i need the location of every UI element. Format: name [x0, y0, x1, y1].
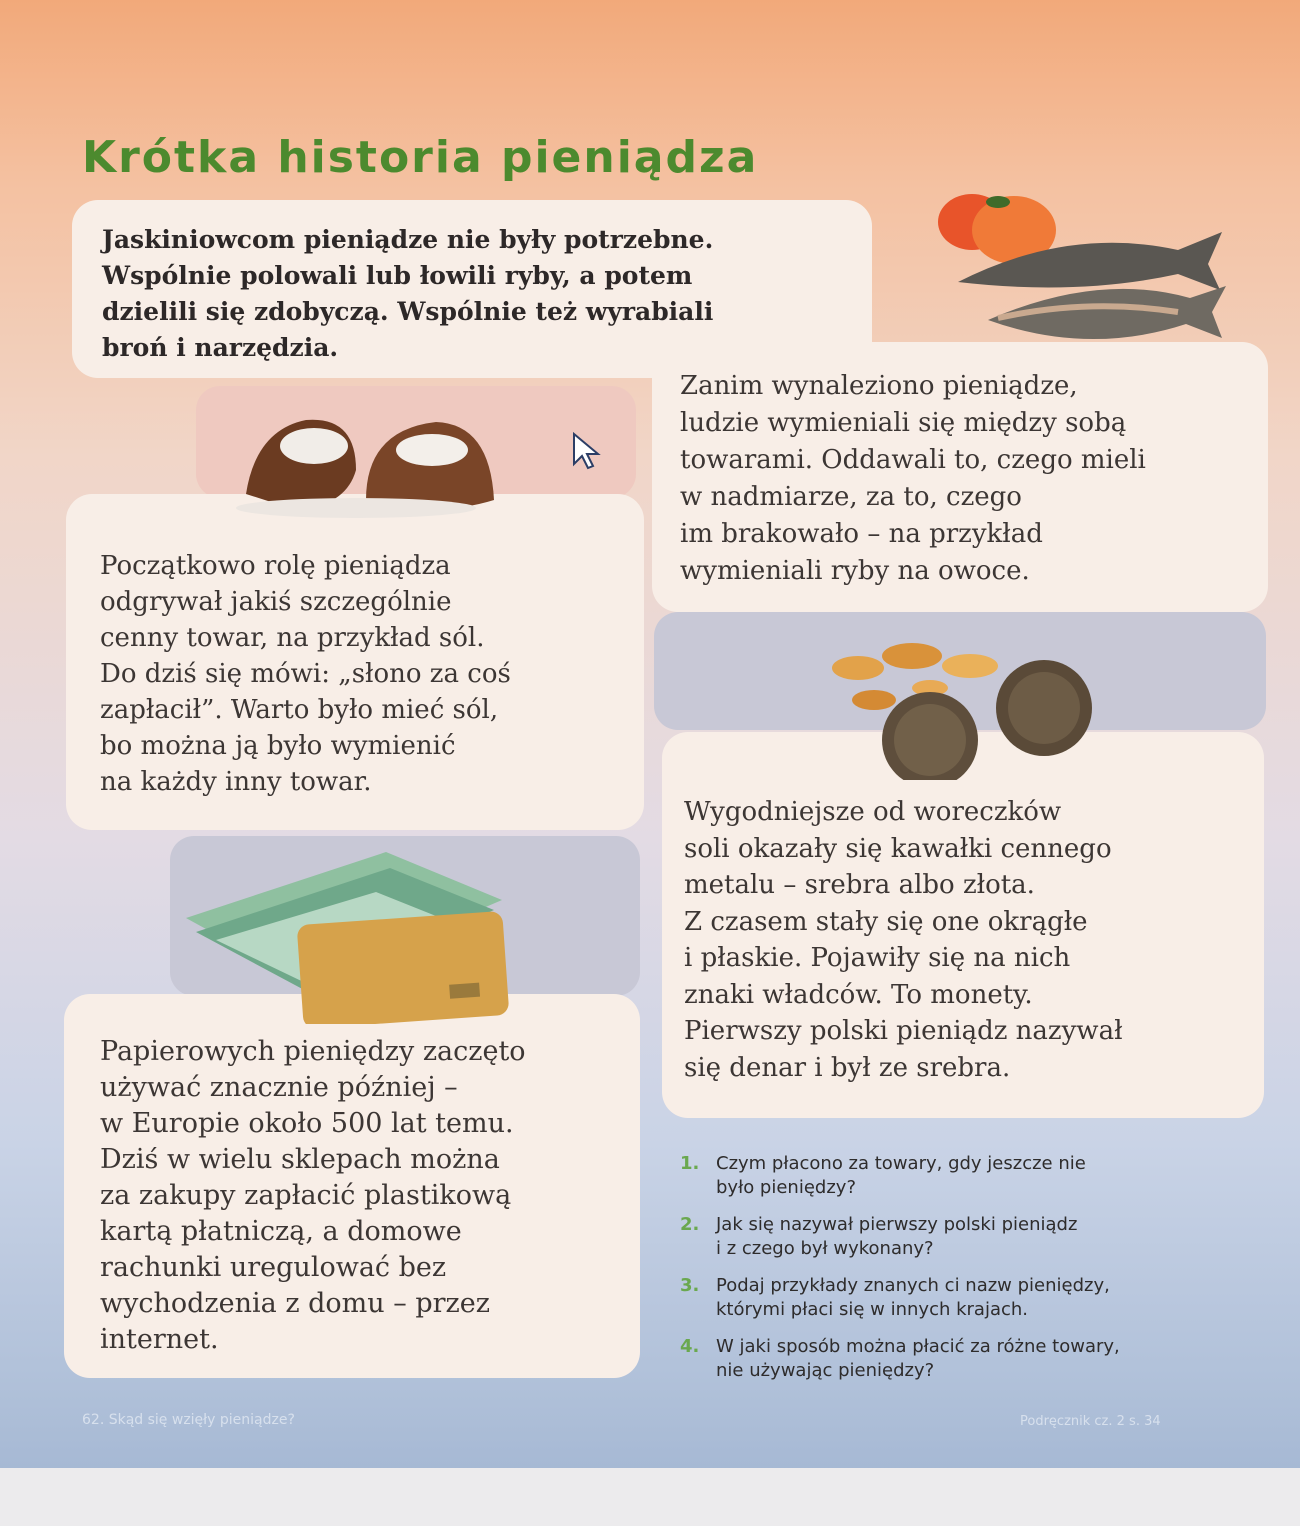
salt-sacks-image [236, 410, 500, 520]
mouse-cursor-icon [572, 432, 604, 470]
footer-left: 62. Skąd się wzięły pieniądze? [82, 1412, 295, 1428]
coins-image [820, 636, 1100, 780]
paragraph-barter: Zanim wynaleziono pieniądze, ludzie wymieniali się między sobą towarami. Oddawali to, czego mieli w nadmiarze, za to, czego im brakowało – na przykład wymieniali ryby na owoce. [680, 371, 1146, 586]
paragraph-paper-money: Papierowych pieniędzy zaczęto używać znacznie później – w Europie około 500 lat temu. Dziś w wielu sklepach można za zakupy zapłacić plastikową kartą płatniczą, a domowe rachunki uregulować bez wychodzenia z domu – przez internet. [100, 1036, 526, 1355]
paragraph-cavemen: Jaskiniowcom pieniądze nie były potrzebne. Wspólnie polowali lub łowili ryby, a potem dzielili się zdobyczą. Wspólnie też wyrabiali broń i narzędzia. [102, 225, 714, 362]
footer-right: Podręcznik cz. 2 s. 34 [1020, 1414, 1161, 1429]
banknotes-card-image [176, 848, 512, 1024]
page-title: Krótka historia pieniądza [82, 132, 759, 183]
question-item: 1. Czym płacono za towary, gdy jeszcze nie było pieniędzy? [680, 1153, 1086, 1198]
bottom-strip [0, 1468, 1300, 1526]
question-list [680, 1152, 1240, 1396]
paragraph-coins: Wygodniejsze od woreczków soli okazały się kawałki cennego metalu – srebra albo złota. Z czasem stały się one okrągłe i płaskie. Pojawiły się na nich znaki władców. To monety. Pierwszy polski pieniądz nazywał się denar i był ze srebra. [684, 797, 1123, 1083]
question-item: 3. Podaj przykłady znanych ci nazw pieniędzy, którymi płaci się w innych krajach. [680, 1275, 1110, 1320]
paragraph-salt: Początkowo rolę pieniądza odgrywał jakiś szczególnie cenny towar, na przykład sól. Do dziś się mówi: „słono za coś zapłacił”. Warto było mieć sól, bo można ją było wymienić na każdy inny towar. [100, 551, 511, 797]
fish-fruit-image [928, 186, 1228, 362]
question-item: 2. Jak się nazywał pierwszy polski pieniądz i z czego był wykonany? [680, 1214, 1078, 1259]
question-item: 4. W jaki sposób można płacić za różne towary, nie używając pieniędzy? [680, 1336, 1120, 1381]
